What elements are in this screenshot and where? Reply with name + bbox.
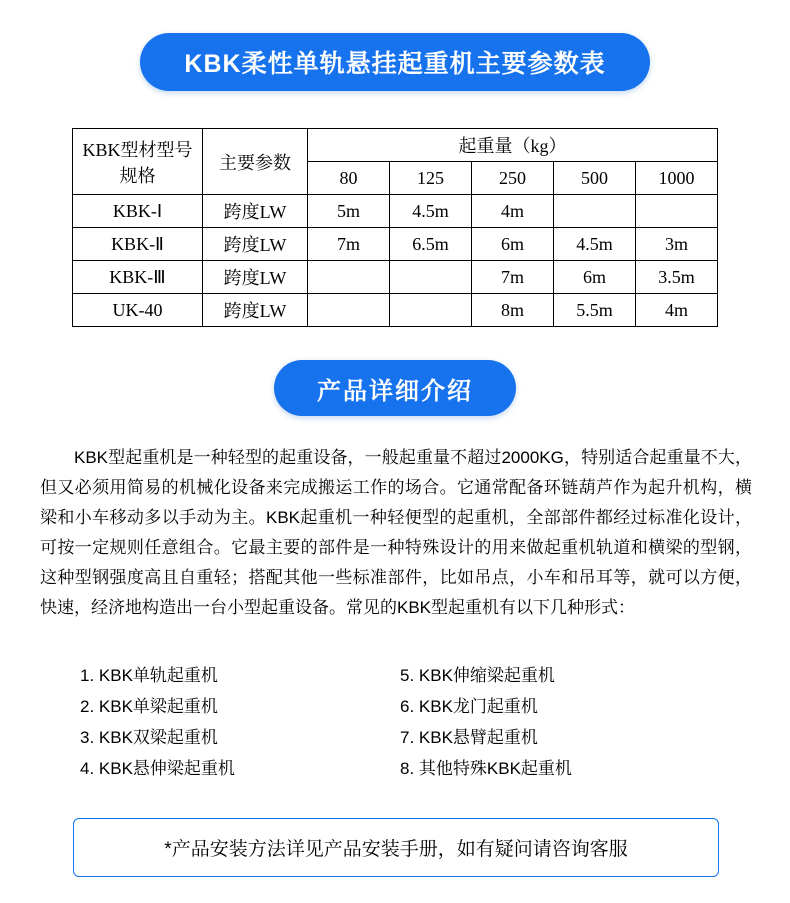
cell-value xyxy=(390,261,472,294)
list-item: 1. KBK单轨起重机 xyxy=(80,666,218,685)
cell-value xyxy=(308,294,390,327)
cell-value: 4.5m xyxy=(390,195,472,228)
table-row xyxy=(73,195,718,228)
cell-value xyxy=(390,294,472,327)
cell-value xyxy=(308,261,390,294)
footer-note-box xyxy=(73,818,719,877)
cell-value: 7m xyxy=(472,261,554,294)
header-capacity-1000: 1000 xyxy=(636,162,718,195)
cell-value: 3.5m xyxy=(636,261,718,294)
cell-parameter: 跨度LW xyxy=(203,228,308,261)
cell-value: 5m xyxy=(308,195,390,228)
cell-value: 7m xyxy=(308,228,390,261)
cell-parameter: 跨度LW xyxy=(203,195,308,228)
cell-value: 8m xyxy=(472,294,554,327)
section-banner xyxy=(274,360,516,416)
section-title: 产品详细介绍 xyxy=(317,377,473,405)
header-capacity-80: 80 xyxy=(308,162,390,195)
spec-table xyxy=(72,128,718,327)
list-item: 4. KBK悬伸梁起重机 xyxy=(80,759,235,778)
cell-value: 4m xyxy=(472,195,554,228)
list-item: 8. 其他特殊KBK起重机 xyxy=(400,759,572,778)
cell-value: 6m xyxy=(472,228,554,261)
spec-table-container xyxy=(72,128,717,327)
page-title: KBK柔性单轨悬挂起重机主要参数表 xyxy=(184,50,606,78)
list-item: 3. KBK双梁起重机 xyxy=(80,728,218,747)
cell-model: KBK-Ⅲ xyxy=(73,261,203,294)
list-item: 7. KBK悬臂起重机 xyxy=(400,728,538,747)
cell-model: KBK-Ⅰ xyxy=(73,195,203,228)
cell-value: 4.5m xyxy=(554,228,636,261)
cell-value xyxy=(636,195,718,228)
list-item: 5. KBK伸缩梁起重机 xyxy=(400,666,555,685)
footer-note-text: *产品安装方法详见产品安装手册，如有疑问请咨询客服 xyxy=(164,839,628,860)
list-item: 2. KBK单梁起重机 xyxy=(80,697,218,716)
table-header-row-1 xyxy=(73,129,718,162)
table-row xyxy=(73,294,718,327)
cell-parameter: 跨度LW xyxy=(203,261,308,294)
cell-value: 6m xyxy=(554,261,636,294)
list-column-left xyxy=(80,660,400,784)
header-parameter: 主要参数 xyxy=(203,129,308,195)
description-paragraph: KBK型起重机是一种轻型的起重设备，一般起重量不超过2000KG，特别适合起重量不大，但又必须用简易的机械化设备来完成搬运工作的场合。它通常配备环链葫芦作为起升机构，横梁和小车移动多以手动为主。KBK起重机一种轻便型的起重机，全部部件都经过标准化设计，可按一定规则任意组合。它最主要的部件是一种特殊设计的用来做起重机轨道和横梁的型钢，这种型钢强度高且自重轻；搭配其他一些标准部件，比如吊点，小车和吊耳等，就可以方便，快速，经济地构造出一台小型起重设备。常见的KBK型起重机有以下几种形式： xyxy=(40,448,752,617)
header-capacity-500: 500 xyxy=(554,162,636,195)
cell-model: UK-40 xyxy=(73,294,203,327)
list-item: 6. KBK龙门起重机 xyxy=(400,697,538,716)
cell-value: 5.5m xyxy=(554,294,636,327)
header-capacity-250: 250 xyxy=(472,162,554,195)
header-capacity-125: 125 xyxy=(390,162,472,195)
cell-value: 4m xyxy=(636,294,718,327)
title-banner xyxy=(140,33,650,91)
table-row xyxy=(73,261,718,294)
crane-type-list xyxy=(80,660,720,784)
cell-parameter: 跨度LW xyxy=(203,294,308,327)
cell-value: 3m xyxy=(636,228,718,261)
header-capacity-group: 起重量（kg） xyxy=(308,129,718,162)
list-column-right xyxy=(400,660,720,784)
table-row xyxy=(73,228,718,261)
header-model: KBK型材型号规格 xyxy=(73,129,203,195)
cell-model: KBK-Ⅱ xyxy=(73,228,203,261)
cell-value xyxy=(554,195,636,228)
cell-value: 6.5m xyxy=(390,228,472,261)
